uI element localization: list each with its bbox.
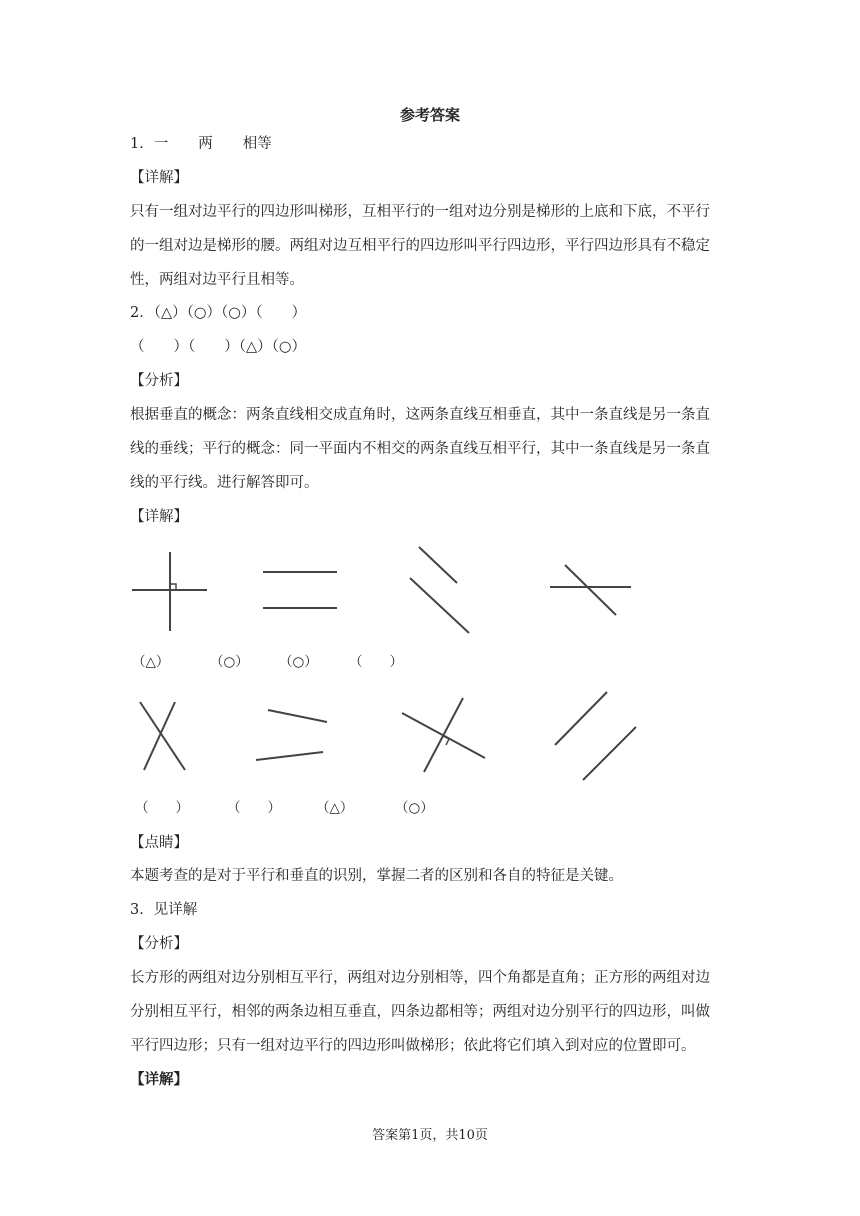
- row1-label-3: （○）: [279, 654, 318, 670]
- figure-row-2-drawings: [0, 685, 860, 785]
- q3-analysis-line-2: 分别相互平行，相邻的两条边相互垂直，四条边都相等；两组对边分别平行的四边形，叫做: [130, 1004, 710, 1020]
- figure-non-parallel-lines: [256, 710, 327, 760]
- figure-intersecting-x: [140, 702, 185, 770]
- q1-answer-1: 一: [153, 136, 169, 152]
- q1-detail-line-1: 只有一组对边平行的四边形叫梯形，互相平行的一组对边分别是梯形的上底和下底，不平行: [130, 204, 710, 220]
- q1-answer-line: [130, 134, 272, 154]
- figure-row-2: [0, 685, 860, 825]
- q1-detail-line-3: 性，两组对边平行且相等。: [130, 272, 304, 288]
- q2-answer-line-2: （ ）（ ）（△）（○）: [130, 339, 307, 355]
- q2-analysis-line-3: 线的平行线。进行解答即可。: [130, 475, 319, 491]
- row2-label-4: （○）: [395, 800, 434, 816]
- figure-parallel-oblique: [555, 692, 636, 780]
- q2-answer-line-1: 2．（△）（○）（○）（ ）: [130, 305, 307, 321]
- page-footer: 答案第1页，共10页: [372, 1128, 488, 1143]
- figure-perpendicular-cross: [132, 552, 207, 631]
- q2-comment-line: 本题考查的是对于平行和垂直的识别，掌握二者的区别和各自的特征是关键。: [130, 868, 623, 884]
- figure-parallel-horizontal: [263, 572, 337, 608]
- page-title: 参考答案: [399, 106, 460, 124]
- q3-analysis-line-3: 平行四边形；只有一组对边平行的四边形叫做梯形；依此将它们填入到对应的位置即可。: [130, 1038, 696, 1054]
- q2-analysis-line-2: 线的垂线；平行的概念：同一平面内不相交的两条直线互相平行，其中一条直线是另一条直: [130, 441, 710, 457]
- row2-label-2: （ ）: [227, 800, 281, 816]
- row1-label-1: （△）: [132, 654, 170, 670]
- q3-analysis-line-1: 长方形的两组对边分别相互平行，两组对边分别相等，四个角都是直角；正方形的两组对边: [130, 970, 710, 986]
- q3-analysis-label: 【分析】: [130, 936, 188, 952]
- q1-answer-2: 两: [198, 136, 213, 152]
- q1-detail-line-2: 的一组对边是梯形的腰。两组对边互相平行的四边形叫平行四边形，平行四边形具有不稳定: [130, 238, 710, 254]
- q1-number: 1．: [130, 136, 154, 152]
- q1-answer-3: 相等: [242, 136, 272, 152]
- row1-label-2: （○）: [210, 654, 249, 670]
- row2-label-1: （ ）: [135, 800, 189, 816]
- row1-label-4: （ ）: [349, 654, 403, 670]
- q2-comment-label: 【点睛】: [130, 835, 188, 851]
- q2-analysis-line-1: 根据垂直的概念：两条直线相交成直角时，这两条直线互相垂直，其中一条直线是另一条直: [130, 407, 710, 423]
- q1-detail-label: 【详解】: [130, 170, 188, 186]
- q2-analysis-label: 【分析】: [130, 373, 188, 389]
- q3-detail-label: 【详解】: [130, 1071, 188, 1088]
- row2-label-3: （△）: [316, 800, 354, 816]
- figure-intersecting-oblique: [550, 565, 631, 615]
- figure-row-1: [0, 540, 860, 680]
- figure-row-1-drawings: [0, 540, 860, 640]
- figure-parallel-diagonal: [410, 547, 469, 633]
- q2-detail-label: 【详解】: [130, 509, 188, 525]
- q3-answer-line: 3．见详解: [130, 902, 198, 918]
- figure-perpendicular-oblique: [402, 698, 485, 772]
